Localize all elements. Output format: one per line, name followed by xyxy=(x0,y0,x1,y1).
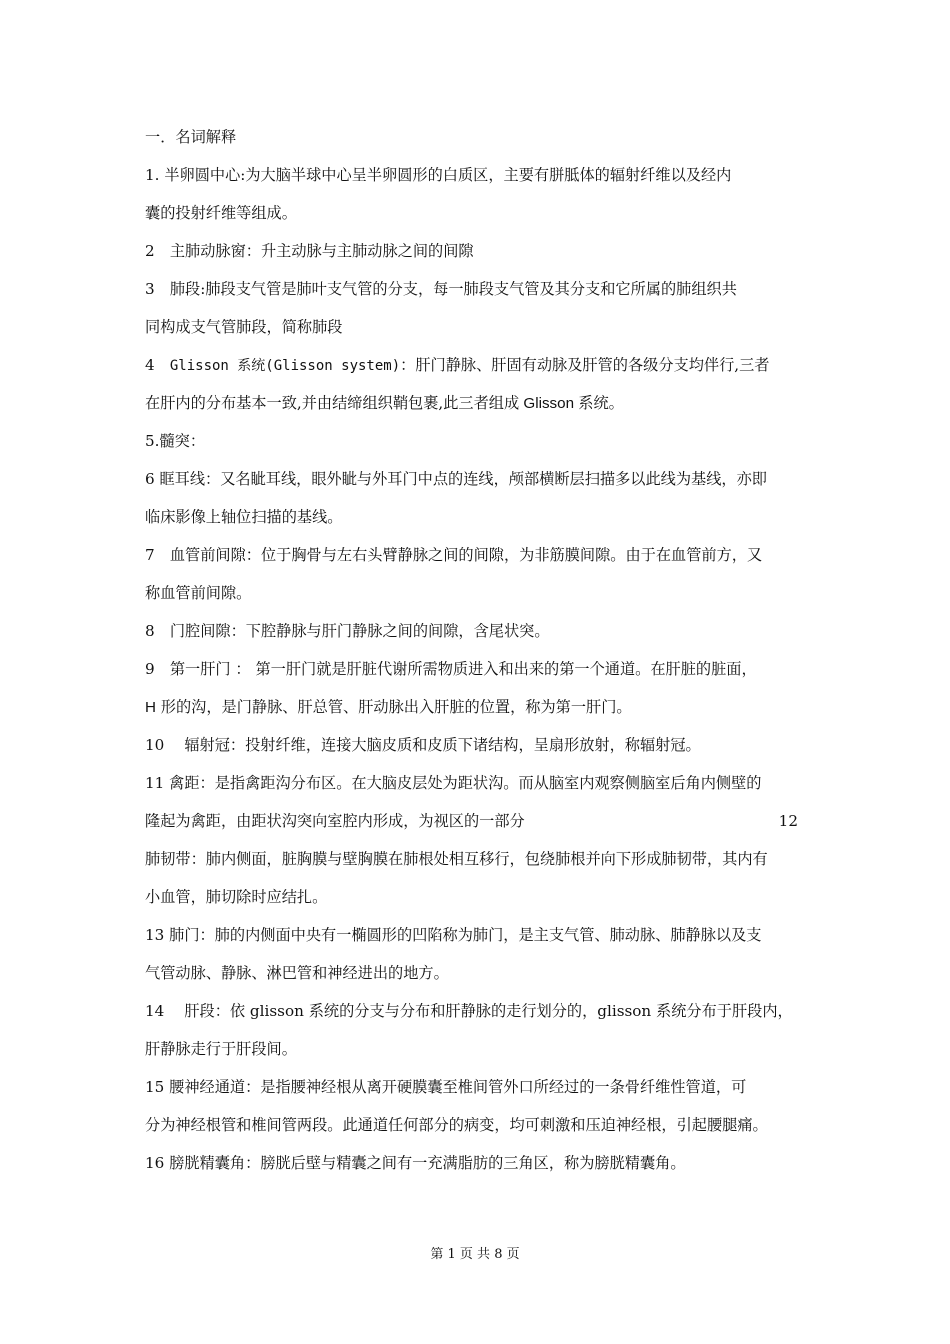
entry-7-line-2: 称血管前间隙。 xyxy=(145,584,252,602)
entry-13-line-2: 气管动脉、静脉、淋巴管和神经进出的地方。 xyxy=(145,964,449,982)
entry-4-line-2-pre: 在肝内的分布基本一致,并由结缔组织鞘包裹,此三者组成 xyxy=(145,394,520,412)
entry-9-line-1: 9 第一肝门 ： 第一肝门就是肝脏代谢所需物质进入和出来的第一个通道。在肝脏的脏面， xyxy=(145,660,757,678)
entry-1-line-1: 1. 半卵圆中心:为大脑半球中心呈半卵圆形的白质区，主要有胼胝体的辐射纤维以及经内 xyxy=(145,166,732,184)
entry-4-term: Glisson 系统(Glisson system) xyxy=(169,358,401,374)
entry-12-number: 12 xyxy=(778,812,798,830)
entry-3-line-1: 3 肺段:肺段支气管是肺叶支气管的分支，每一肺段支气管及其分支和它所属的肺组织共 xyxy=(145,280,737,298)
entry-9-line-2-rest: 形的沟，是门静脉、肝总管、肝动脉出入肝脏的位置，称为第一肝门。 xyxy=(155,698,632,716)
entry-13-line-1: 13 肺门：肺的内侧面中央有一椭圆形的凹陷称为肺门，是主支气管、肺动脉、肺静脉以及支 xyxy=(145,926,762,944)
entry-4-line-1 xyxy=(145,352,810,390)
entry-11-line-2 xyxy=(145,808,810,846)
entry-9-line-2 xyxy=(145,694,810,732)
entry-11-line-2-text: 隆起为禽距，由距状沟突向室腔内形成，为视区的一部分 xyxy=(145,812,525,830)
entry-7-line-1: 7 血管前间隙：位于胸骨与左右头臂静脉之间的间隙，为非筋膜间隙。由于在血管前方，又 xyxy=(145,546,763,564)
entry-4-prefix: 4 xyxy=(145,356,170,374)
entry-15-line-1: 15 腰神经通道：是指腰神经根从离开硬膜囊至椎间管外口所经过的一条骨纤维性管道，可 xyxy=(145,1078,747,1096)
entry-2-line-1: 2 主肺动脉窗：升主动脉与主肺动脉之间的间隙 xyxy=(145,242,474,260)
entry-14-line-1: 14 肝段：依 glisson 系统的分支与分布和肝静脉的走行划分的，glisson 系统分布于肝段内， xyxy=(145,1002,793,1020)
entry-12-line-2: 小血管，肺切除时应结扎。 xyxy=(145,888,328,906)
entry-1-line-2: 囊的投射纤维等组成。 xyxy=(145,204,297,222)
entry-11-line-1: 11 禽距：是指禽距沟分布区。在大脑皮层处为距状沟。而从脑室内观察侧脑室后角内侧壁的 xyxy=(145,774,762,792)
section-heading: 一．名词解释 xyxy=(145,128,237,146)
entry-9-h-letter: H xyxy=(145,699,156,716)
page-footer: 第 1 页 共 8 页 xyxy=(430,1247,520,1262)
entry-4-glisson: Glisson xyxy=(519,395,579,412)
entry-4-line-2-post: 系统。 xyxy=(578,394,624,412)
entry-6-line-1: 6 眶耳线：又名眦耳线，眼外眦与外耳门中点的连线，颅部横断层扫描多以此线为基线，亦即 xyxy=(145,470,767,488)
entry-4-rest: ：肝门静脉、肝固有动脉及肝管的各级分支均伴行,三者 xyxy=(400,356,770,374)
entry-8-line-1: 8 门腔间隙：下腔静脉与肝门静脉之间的间隙，含尾状突。 xyxy=(145,622,550,640)
entry-12-line-1: 肺韧带：肺内侧面，脏胸膜与壁胸膜在肺根处相互移行，包绕肺根并向下形成肺韧带，其内有 xyxy=(145,850,768,868)
document-body xyxy=(145,124,810,1188)
entry-6-line-2: 临床影像上轴位扫描的基线。 xyxy=(145,508,343,526)
entry-5-line-1: 5.髓突： xyxy=(145,432,206,450)
entry-10-line-1: 10 辐射冠：投射纤维，连接大脑皮质和皮质下诸结构，呈扇形放射，称辐射冠。 xyxy=(145,736,701,754)
entry-14-line-2: 肝静脉走行于肝段间。 xyxy=(145,1040,297,1058)
entry-16-line-1: 16 膀胱精囊角：膀胱后壁与精囊之间有一充满脂肪的三角区，称为膀胱精囊角。 xyxy=(145,1154,686,1172)
entry-3-line-2: 同构成支气管肺段，简称肺段 xyxy=(145,318,343,336)
entry-15-line-2: 分为神经根管和椎间管两段。此通道任何部分的病变，均可刺激和压迫神经根，引起腰腿痛。 xyxy=(145,1116,768,1134)
entry-4-line-2 xyxy=(145,390,810,428)
